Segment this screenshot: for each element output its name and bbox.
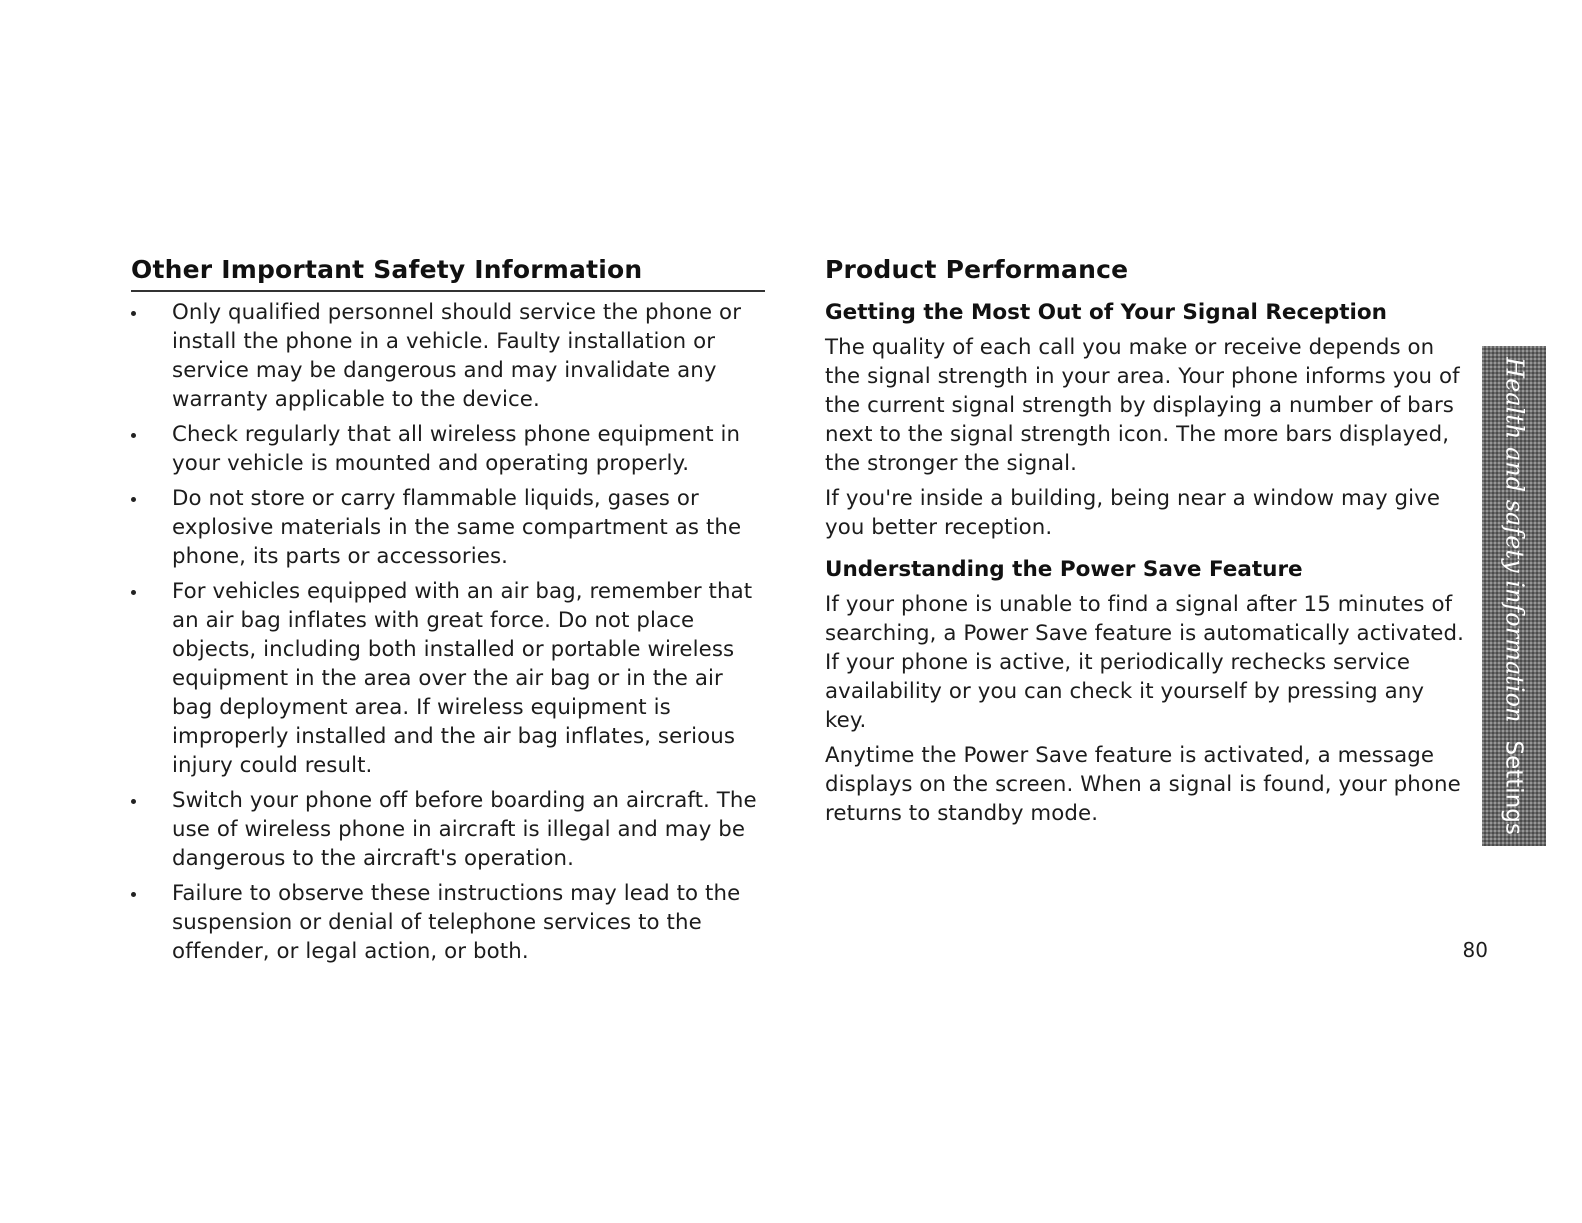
- side-tab-label: [1499, 357, 1530, 835]
- bullet-item: [131, 420, 765, 478]
- bullet-icon: [131, 892, 136, 897]
- bullet-text: Do not store or carry flammable liquids, gases or explosive materials in the same compartment as the phone, its parts or accessories.: [172, 486, 742, 569]
- bullet-text: Only qualified personnel should service the phone or install the phone in a vehicle. Faulty installation or service may be dangerous and may invalidate any warranty applicable to the device.: [172, 300, 742, 412]
- right-column: [825, 255, 1465, 834]
- bullet-item: [131, 879, 765, 966]
- chapter-side-tab: [1482, 346, 1546, 846]
- paragraph: Anytime the Power Save feature is activated, a message displays on the screen. When a signal is found, your phone returns to standby mode.: [825, 743, 1461, 826]
- left-column: [131, 255, 765, 972]
- side-tab-chapter-label: Settings: [1500, 740, 1527, 835]
- subsection-heading-signal: Getting the Most Out of Your Signal Reception: [825, 300, 1387, 325]
- bullet-text: Switch your phone off before boarding an aircraft. The use of wireless phone in aircraft is illegal and may be dangerous to the aircraft's operation.: [172, 788, 757, 871]
- bullet-text: For vehicles equipped with an air bag, remember that an air bag inflates with great force. Do not place objects, including both installed or portable wireless equipment in the area over the air bag or in the air bag deployment area. If wireless equipment is improperly installed and the air bag inflates, serious injury could result.: [172, 579, 753, 778]
- safety-bullet-list: [131, 298, 765, 966]
- subsection-heading-power-save: Understanding the Power Save Feature: [825, 557, 1303, 582]
- page-number: 80: [1462, 938, 1488, 962]
- bullet-icon: [131, 590, 136, 595]
- bullet-item: [131, 786, 765, 873]
- side-tab-section-label: Health and safety information: [1500, 357, 1529, 723]
- paragraph: The quality of each call you make or receive depends on the signal strength in your area. Your phone informs you of the current signal strength by displaying a number of bars next to the signal strength icon. The more bars displayed, the stronger the signal.: [825, 335, 1460, 476]
- section-title-safety: Other Important Safety Information: [131, 255, 765, 292]
- bullet-text: Check regularly that all wireless phone equipment in your vehicle is mounted and operating properly.: [172, 422, 741, 476]
- paragraph: If you're inside a building, being near a window may give you better reception.: [825, 486, 1441, 540]
- paragraph: If your phone is unable to find a signal after 15 minutes of searching, a Power Save feature is automatically activated. If your phone is active, it periodically rechecks service availability or you can check it yourself by pressing any key.: [825, 592, 1464, 733]
- bullet-icon: [131, 799, 136, 804]
- section-title-performance: Product Performance: [825, 255, 1129, 284]
- bullet-icon: [131, 311, 136, 316]
- bullet-text: Failure to observe these instructions may lead to the suspension or denial of telephone services to the offender, or legal action, or both.: [172, 881, 741, 964]
- bullet-item: [131, 298, 765, 414]
- bullet-icon: [131, 433, 136, 438]
- bullet-item: [131, 484, 765, 571]
- bullet-item: [131, 577, 765, 780]
- bullet-icon: [131, 497, 136, 502]
